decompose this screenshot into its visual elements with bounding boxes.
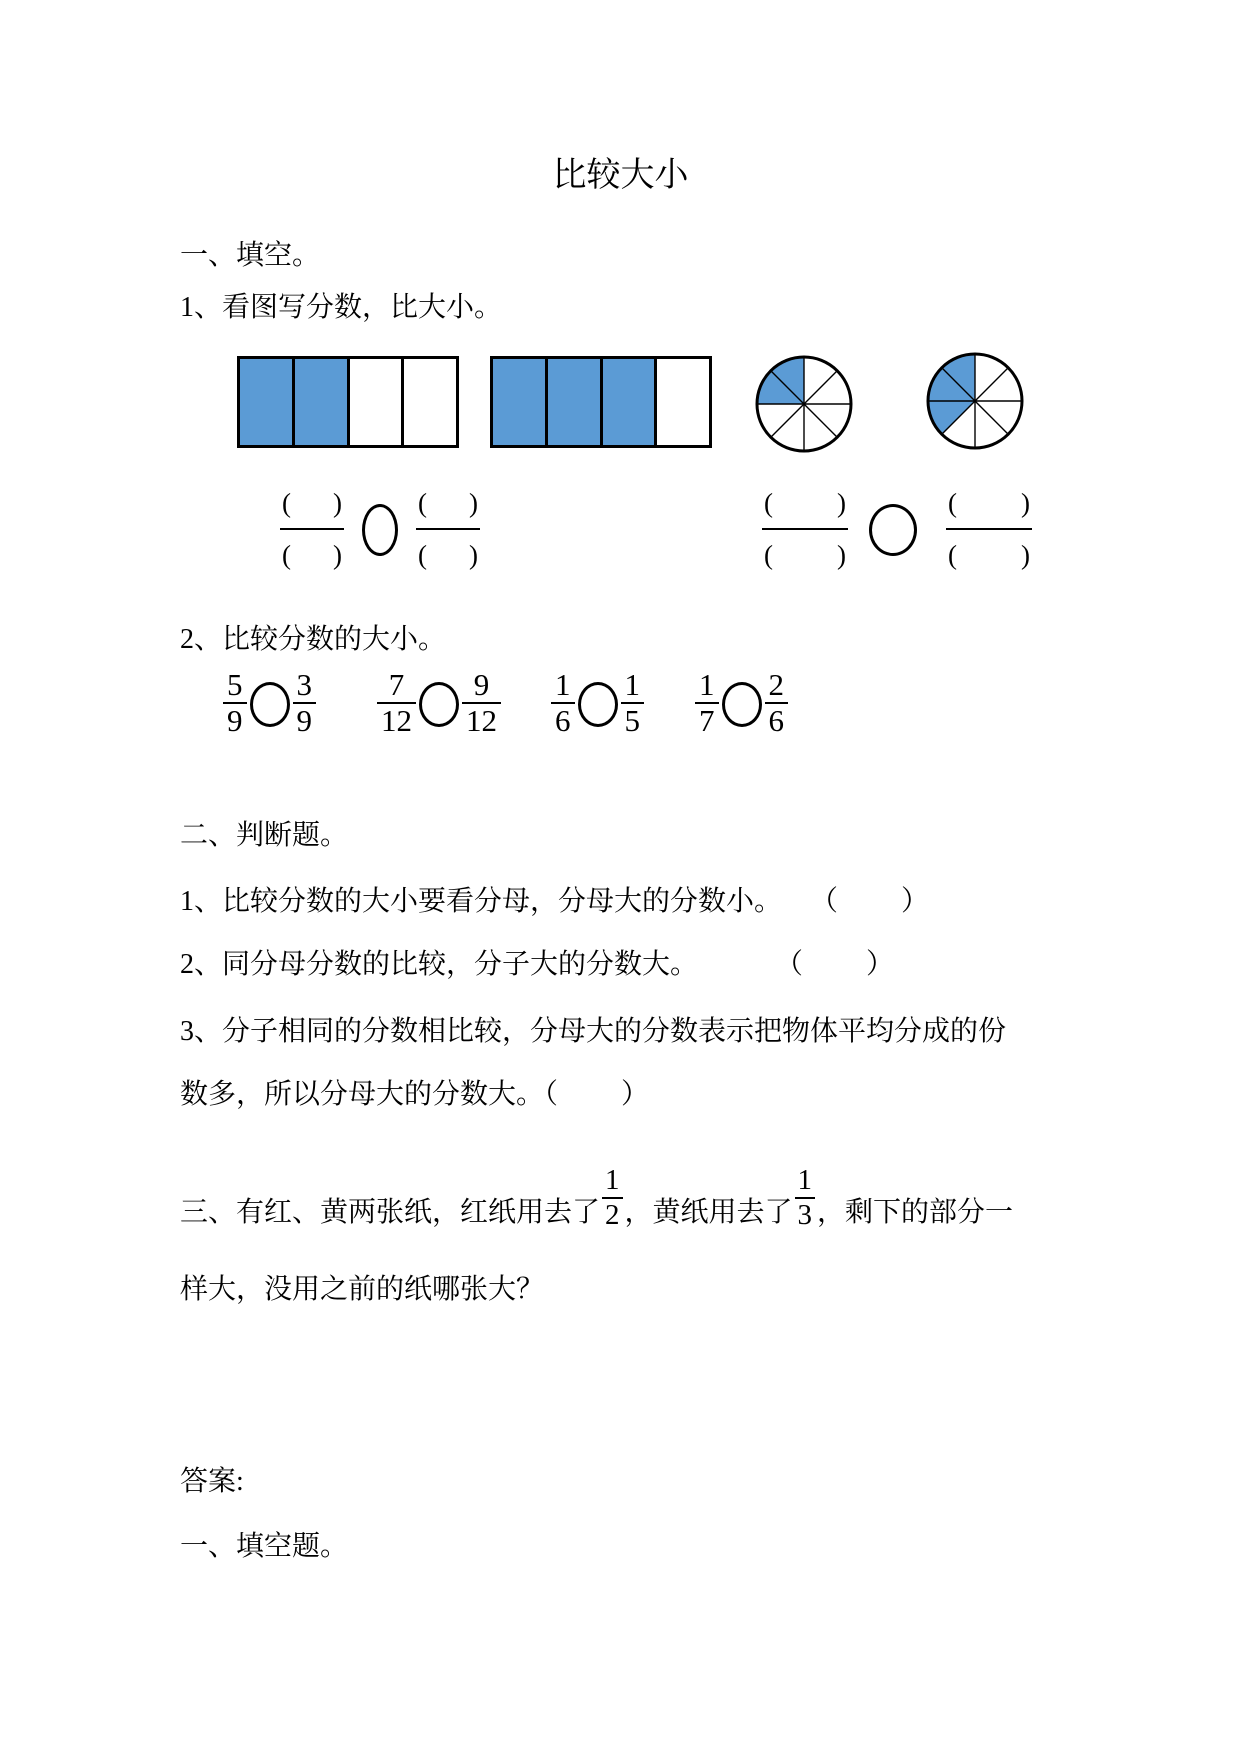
paren-open: (: [948, 540, 957, 570]
judgement-item-1: 1、比较分数的大小要看分母，分母大的分数小。 （ ）: [180, 886, 930, 917]
paren-close: ): [1021, 540, 1030, 570]
numerator: 1: [605, 1164, 620, 1196]
fraction: [551, 668, 575, 738]
fraction: [462, 668, 501, 738]
paren-open: (: [764, 488, 773, 518]
fraction-blank-3: [762, 488, 848, 570]
judgement-item-2: 2、同分母分数的比较，分子大的分数大。 （ ）: [180, 949, 895, 980]
answers-section-one-heading: 一、填空题。: [180, 1531, 349, 1562]
empty-cell: [657, 359, 709, 445]
denominator: 6: [551, 702, 575, 738]
comparison-circle-blank-2: [869, 504, 917, 556]
comparison-group-3: [550, 668, 645, 738]
fraction: [293, 668, 317, 738]
paren-open: (: [418, 540, 427, 570]
shaded-cell: [493, 359, 548, 445]
comparison-group-4: [694, 668, 789, 738]
denominator: 3: [795, 1197, 816, 1232]
empty-cell: [404, 359, 456, 445]
shaded-cell: [240, 359, 295, 445]
judgement-item-3-line-1: 3、分子相同的分数相比较，分母大的分数表示把物体平均分成的份: [180, 1016, 1007, 1047]
denominator: 2: [602, 1197, 623, 1232]
paren-open: (: [948, 488, 957, 518]
comparison-circle: [419, 682, 459, 727]
section-three-line-2: 样大，没用之前的纸哪张大？: [180, 1274, 545, 1305]
numerator: 3: [296, 667, 312, 702]
numerator: 1: [699, 667, 715, 702]
comparison-group-2: [376, 668, 502, 738]
fraction: [695, 668, 719, 738]
fraction-pie-figure-1: [753, 353, 855, 455]
fraction-blank-4: [946, 488, 1032, 570]
paren-close: ): [837, 488, 846, 518]
denominator: 12: [462, 702, 501, 738]
denominator: 7: [695, 702, 719, 738]
numerator: 2: [768, 667, 784, 702]
empty-cell: [350, 359, 405, 445]
worksheet-title: 比较大小: [552, 157, 689, 194]
paren-close: ): [1021, 488, 1030, 518]
answers-heading: 答案:: [180, 1466, 244, 1497]
denominator: 9: [293, 702, 317, 738]
fraction-blank-1: [280, 488, 344, 570]
paren-close: ): [469, 488, 478, 518]
shaded-cell: [548, 359, 603, 445]
section-one-heading: 一、填空。: [180, 240, 321, 271]
comparison-circle-blank-1: [362, 504, 398, 556]
paren-open: (: [282, 540, 291, 570]
inline-fraction-yellow: [795, 1164, 816, 1232]
fraction-pie-figure-2: [924, 350, 1026, 452]
fraction: [377, 668, 416, 738]
paren-close: ): [333, 540, 342, 570]
section-two-heading: 二、判断题。: [180, 820, 349, 851]
fraction: [621, 668, 645, 738]
comparison-circle: [250, 682, 290, 727]
fraction-line: [416, 528, 480, 530]
denominator: 9: [223, 702, 247, 738]
denominator: 6: [765, 702, 789, 738]
denominator: 5: [621, 702, 645, 738]
s3-prefix: 三、有红、黄两张纸，红纸用去了: [180, 1197, 601, 1228]
paren-open: (: [418, 488, 427, 518]
fraction-blank-2: [416, 488, 480, 570]
comparison-circle: [578, 682, 618, 727]
paren-open: (: [764, 540, 773, 570]
s3-mid: ，黄纸用去了: [624, 1197, 793, 1228]
paren-close: ): [333, 488, 342, 518]
shaded-cell: [295, 359, 350, 445]
inline-fraction-red: [602, 1164, 623, 1232]
fraction-line: [762, 528, 848, 530]
numerator: 1: [624, 667, 640, 702]
numerator: 5: [227, 667, 243, 702]
fraction-bar-figure-1: [237, 356, 459, 448]
numerator: 7: [388, 667, 405, 702]
denominator: 12: [377, 702, 416, 738]
comparison-circle: [722, 682, 762, 727]
shaded-cell: [603, 359, 658, 445]
judgement-item-3-line-2: 数多，所以分母大的分数大。（ ）: [180, 1079, 650, 1110]
q2-label: 2、比较分数的大小。: [180, 624, 447, 655]
comparison-group-1: [222, 668, 317, 738]
numerator: 1: [555, 667, 571, 702]
q1-label: 1、看图写分数，比大小。: [180, 292, 503, 323]
fraction-bar-figure-2: [490, 356, 712, 448]
section-three-line-1: [180, 1136, 1013, 1232]
numerator: 1: [797, 1164, 813, 1196]
numerator: 9: [473, 667, 490, 702]
paren-close: ): [469, 540, 478, 570]
fraction: [223, 668, 247, 738]
fraction: [765, 668, 789, 738]
paren-close: ): [837, 540, 846, 570]
paren-open: (: [282, 488, 291, 518]
fraction-line: [280, 528, 344, 530]
fraction-line: [946, 528, 1032, 530]
s3-suffix: ，剩下的部分一: [817, 1197, 1014, 1228]
